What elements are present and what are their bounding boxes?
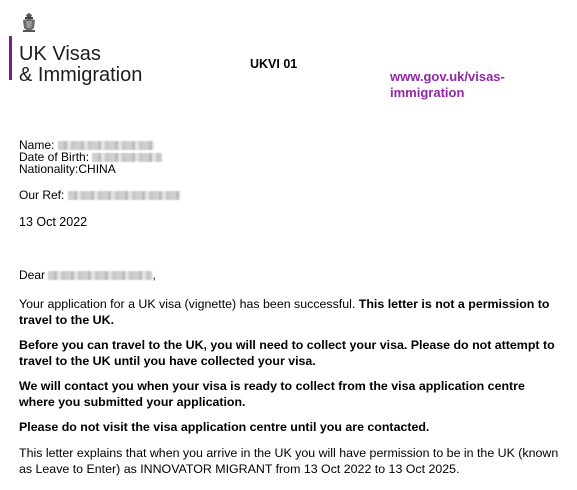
redacted-dob xyxy=(92,153,162,162)
redacted-addressee xyxy=(48,271,152,280)
website-link[interactable] xyxy=(390,69,550,101)
website-link-line-1: www.gov.uk/visas- xyxy=(390,69,505,84)
brand-line-1: UK Visas xyxy=(19,43,101,65)
salutation-word: Dear xyxy=(19,268,46,282)
royal-crest-icon xyxy=(21,12,37,34)
document-code: UKVI 01 xyxy=(250,57,298,71)
redacted-reference xyxy=(68,191,180,200)
brand-logo xyxy=(19,44,142,86)
paragraph-do-not-visit: Please do not visit the visa application centre until you are contacted. xyxy=(19,420,430,434)
paragraph-success xyxy=(19,297,564,328)
reference-field xyxy=(19,189,180,202)
salutation xyxy=(19,269,156,282)
paragraph-success-bold: This letter is not a permission to travel to the UK. xyxy=(19,297,550,327)
paragraph-success-text: Your application for a UK visa (vignette) has been successful. xyxy=(19,297,359,311)
brand-line-2: & Immigration xyxy=(19,64,143,86)
reference-label: Our Ref: xyxy=(19,188,65,202)
name-label: Name: xyxy=(19,138,55,152)
redacted-name xyxy=(58,141,154,150)
paragraph-collect-visa: Before you can travel to the UK, you will need to collect your visa. Please do not attempt to travel to the UK until you have collected your visa. xyxy=(19,338,555,368)
nationality-field: Nationality:CHINA xyxy=(19,162,116,176)
paragraph-contact: We will contact you when your visa is ready to collect from the visa application centre where you submitted your application. xyxy=(19,379,525,409)
paragraph-leave-to-enter: This letter explains that when you arrive in the UK you will have permission to be in the UK (known as Leave to Enter) as INNOVATOR MIGRANT from 13 Oct 2022 to 13 Oct 2025. xyxy=(19,446,559,476)
salutation-comma: , xyxy=(152,268,156,282)
brand-bar xyxy=(9,36,12,80)
website-link-line-2: immigration xyxy=(390,85,465,100)
letter-date: 13 Oct 2022 xyxy=(19,215,88,229)
dob-label: Date of Birth: xyxy=(19,150,90,164)
